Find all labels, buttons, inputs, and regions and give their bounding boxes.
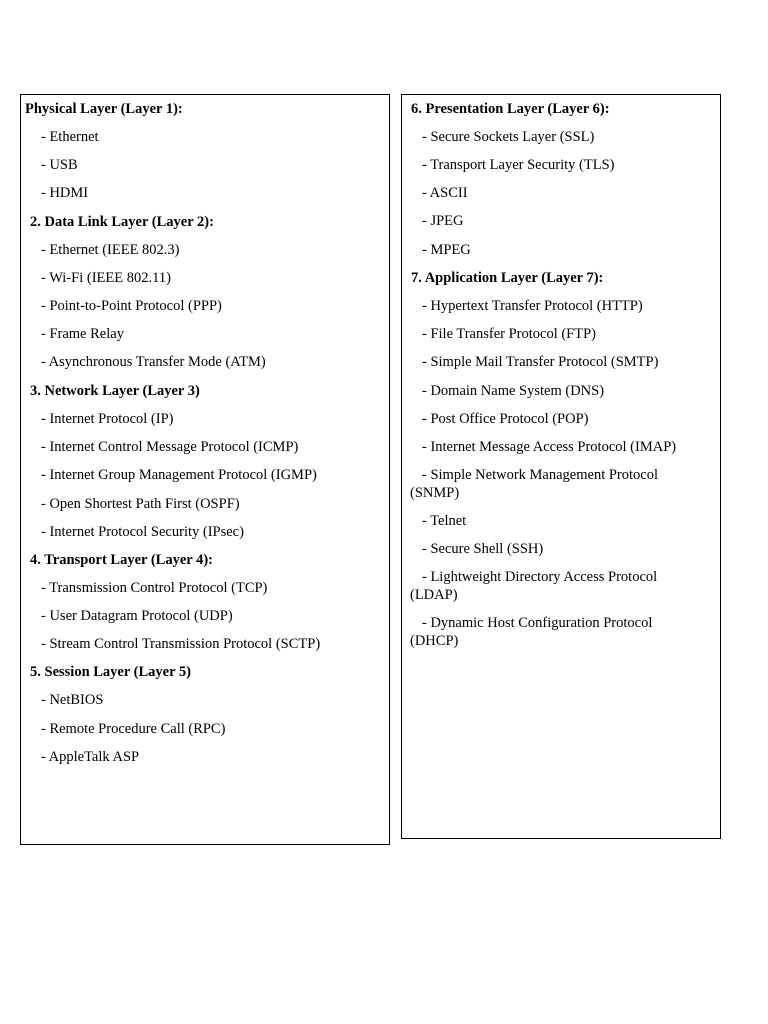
list-item: - USB bbox=[41, 157, 78, 173]
list-item: - Simple Network Management Protocol (SNMP) bbox=[410, 467, 658, 501]
section-heading: 6. Presentation Layer (Layer 6): bbox=[411, 101, 610, 117]
list-item: - Transmission Control Protocol (TCP) bbox=[41, 580, 268, 596]
section-heading: Physical Layer (Layer 1): bbox=[25, 101, 183, 117]
list-item: - Telnet bbox=[422, 513, 467, 529]
list-item: - Wi-Fi (IEEE 802.11) bbox=[41, 270, 171, 286]
list-item: - User Datagram Protocol (UDP) bbox=[41, 608, 233, 624]
list-item: - Internet Group Management Protocol (IGMP) bbox=[41, 467, 317, 483]
list-item: - Internet Protocol (IP) bbox=[41, 411, 174, 427]
section-heading: 3. Network Layer (Layer 3) bbox=[30, 383, 200, 399]
list-item: - NetBIOS bbox=[41, 692, 104, 708]
list-item: - Domain Name System (DNS) bbox=[422, 383, 605, 399]
section-heading: 4. Transport Layer (Layer 4): bbox=[30, 552, 213, 568]
section-heading: 7. Application Layer (Layer 7): bbox=[411, 270, 604, 286]
list-item: - Simple Mail Transfer Protocol (SMTP) bbox=[422, 354, 659, 370]
list-item: - Open Shortest Path First (OSPF) bbox=[41, 496, 240, 512]
list-item: - Point-to-Point Protocol (PPP) bbox=[41, 298, 222, 314]
list-item: - Lightweight Directory Access Protocol (LDAP) bbox=[410, 569, 658, 603]
list-item: - File Transfer Protocol (FTP) bbox=[422, 326, 596, 342]
list-item: - Remote Procedure Call (RPC) bbox=[41, 721, 226, 737]
section-heading: 5. Session Layer (Layer 5) bbox=[30, 664, 191, 680]
list-item: - JPEG bbox=[422, 213, 464, 229]
right-column-box bbox=[401, 94, 721, 839]
list-item: - Secure Shell (SSH) bbox=[422, 541, 544, 557]
list-item: - Post Office Protocol (POP) bbox=[422, 411, 589, 427]
list-item: - Internet Protocol Security (IPsec) bbox=[41, 524, 244, 540]
list-item: - AppleTalk ASP bbox=[41, 749, 140, 765]
list-item: - Dynamic Host Configuration Protocol (DHCP) bbox=[410, 615, 653, 649]
list-item: - Stream Control Transmission Protocol (SCTP) bbox=[41, 636, 321, 652]
list-item: - HDMI bbox=[41, 185, 89, 201]
list-item: - Asynchronous Transfer Mode (ATM) bbox=[41, 354, 266, 370]
list-item: - Hypertext Transfer Protocol (HTTP) bbox=[422, 298, 643, 314]
list-item: - Ethernet (IEEE 802.3) bbox=[41, 242, 180, 258]
list-item: - MPEG bbox=[422, 242, 471, 258]
list-item: - Frame Relay bbox=[41, 326, 124, 342]
list-item: - Secure Sockets Layer (SSL) bbox=[422, 129, 595, 145]
list-item: - Internet Message Access Protocol (IMAP) bbox=[422, 439, 677, 455]
list-item: - Ethernet bbox=[41, 129, 99, 145]
left-column-box bbox=[20, 94, 390, 845]
list-item: - ASCII bbox=[422, 185, 468, 201]
section-heading: 2. Data Link Layer (Layer 2): bbox=[30, 214, 214, 230]
list-item: - Transport Layer Security (TLS) bbox=[422, 157, 615, 173]
list-item: - Internet Control Message Protocol (ICMP) bbox=[41, 439, 299, 455]
